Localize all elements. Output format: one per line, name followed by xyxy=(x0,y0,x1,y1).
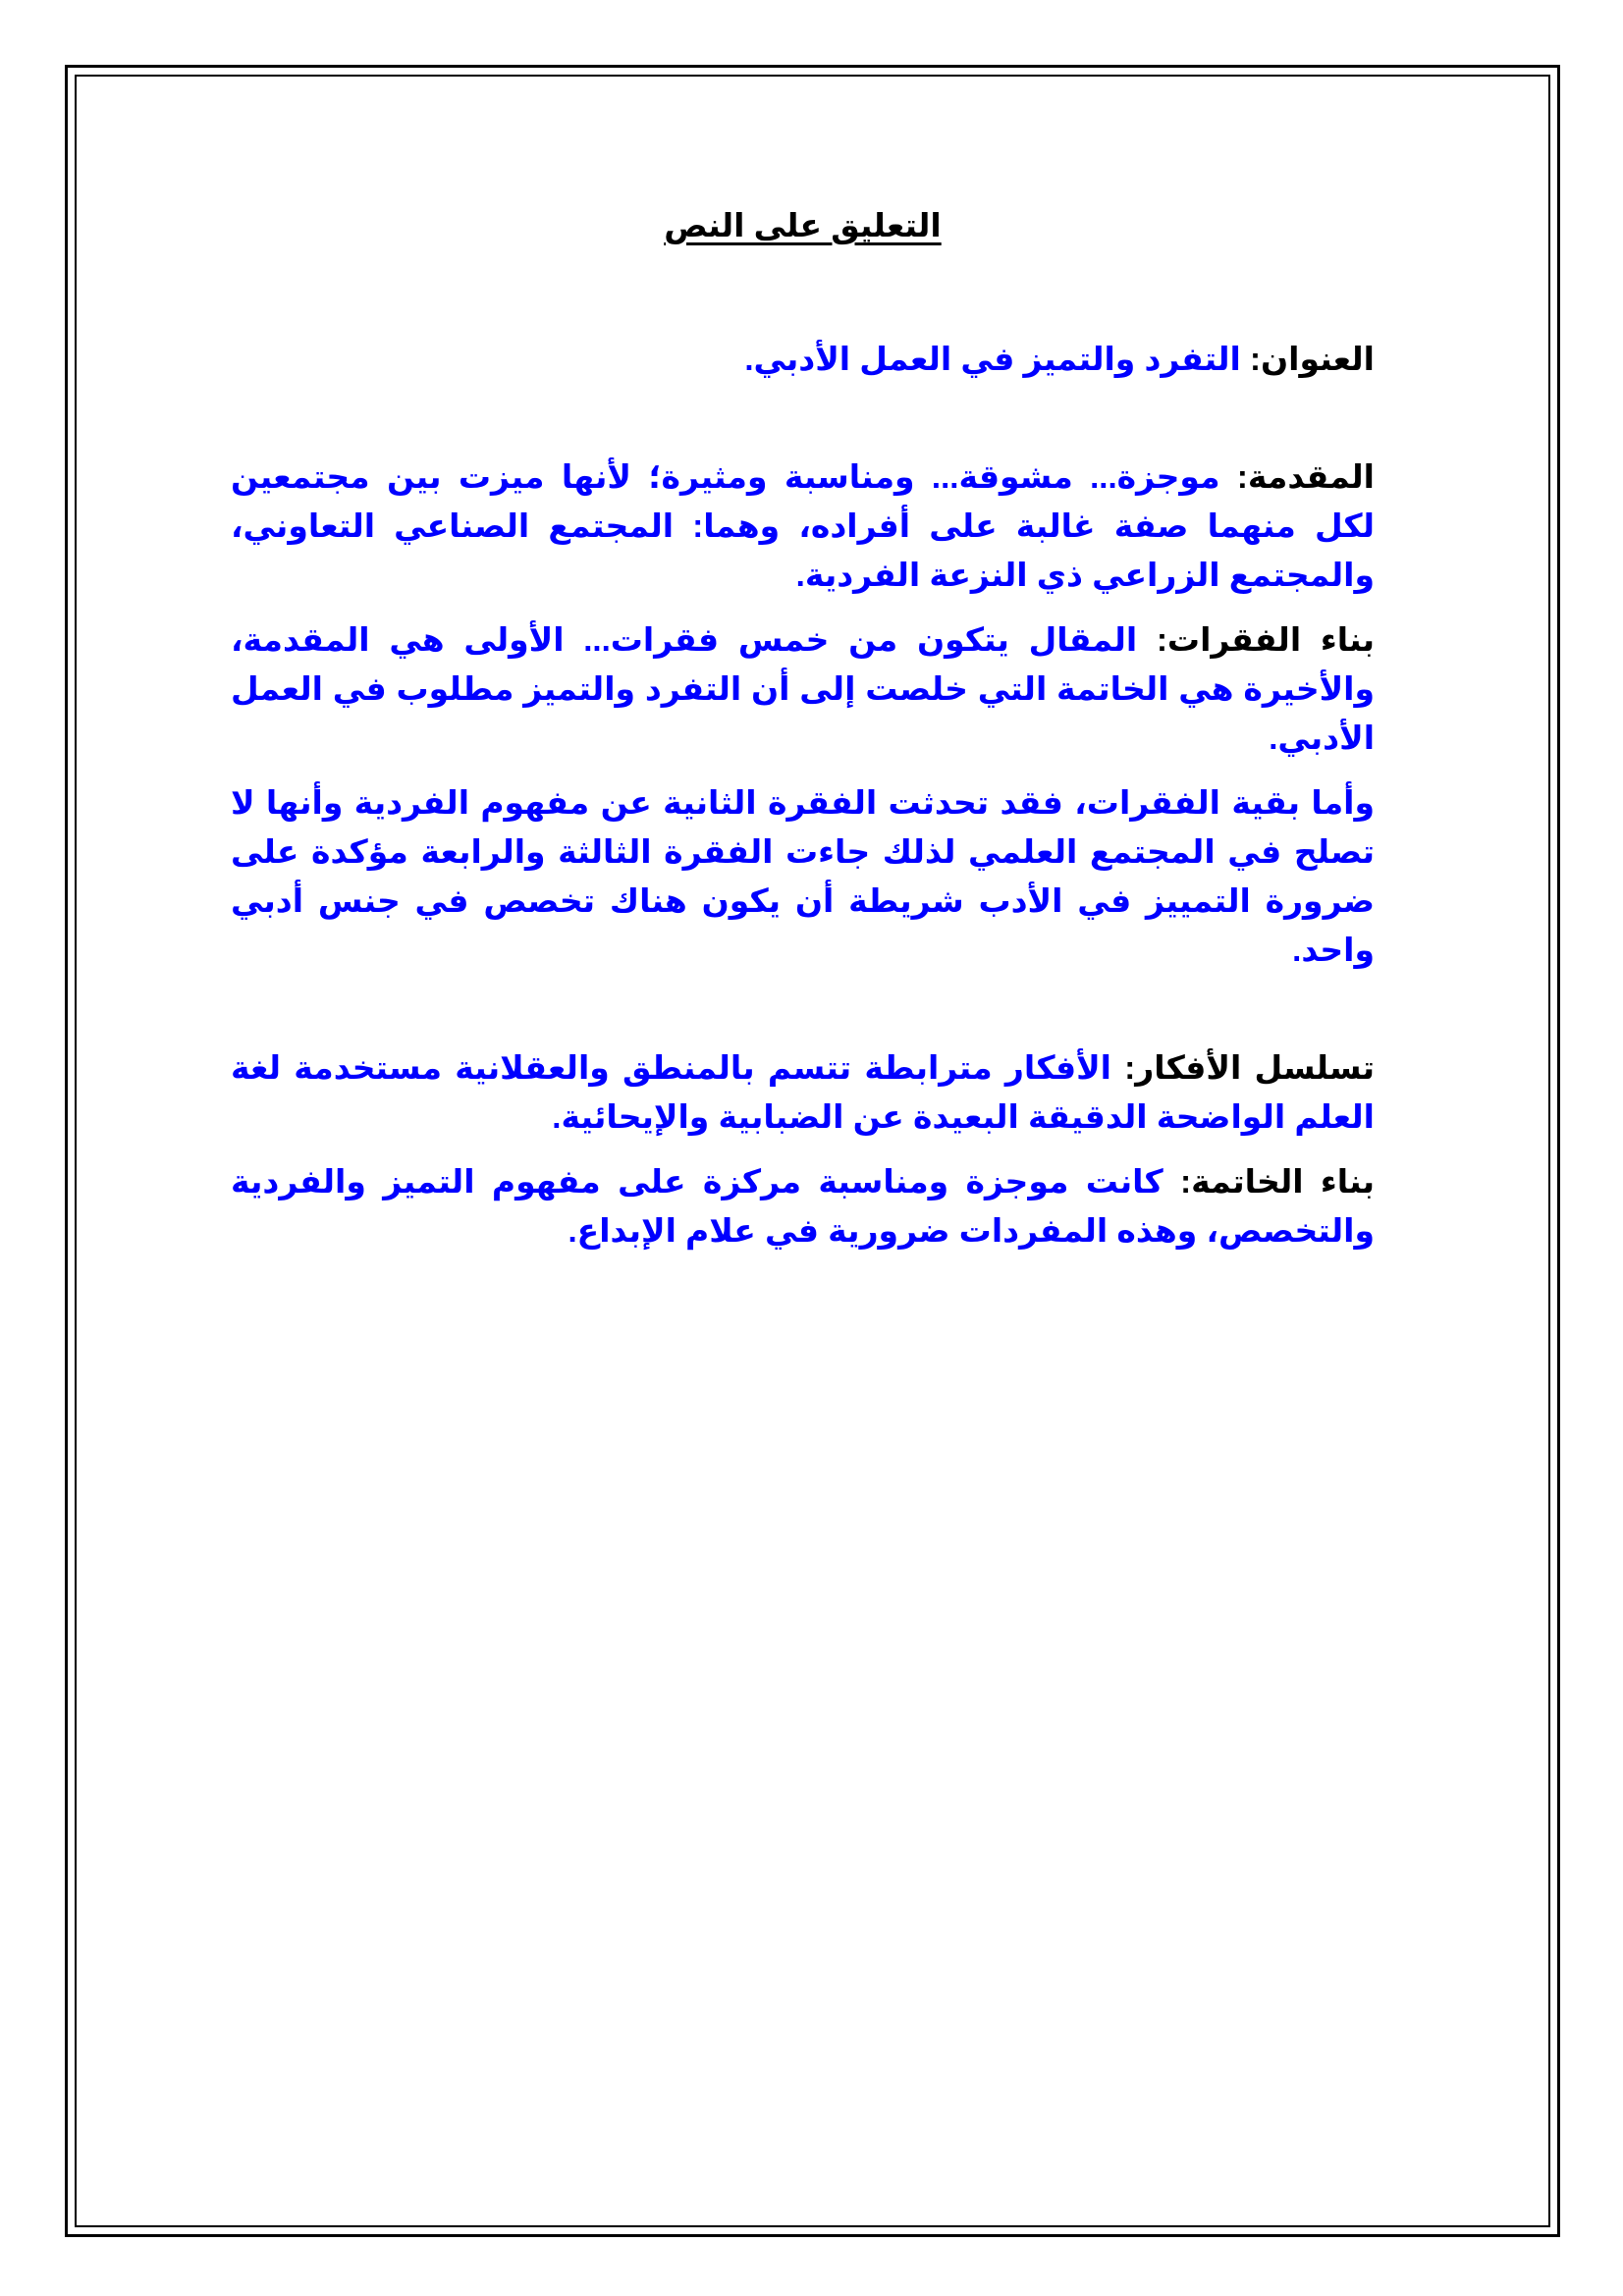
section-label: تسلسل الأفكار: xyxy=(1124,1049,1375,1086)
section-text: التفرد والتميز في العمل الأدبي. xyxy=(744,341,1241,377)
section-text: الأفكار مترابطة تتسم بالمنطق والعقلانية مستخدمة لغة العلم الواضحة الدقيقة البعيدة عن الضبابية والإيحائية. xyxy=(231,1049,1375,1135)
section-title-para xyxy=(231,335,1375,384)
section-label: بناء الخاتمة: xyxy=(1180,1163,1376,1200)
section-label: العنوان: xyxy=(1250,341,1375,377)
section-conclusion-para xyxy=(231,1157,1375,1255)
section-ideas-para xyxy=(231,1043,1375,1142)
document-title: التعليق على النص xyxy=(664,207,942,243)
document-body xyxy=(231,201,1375,1255)
section-text: وأما بقية الفقرات، فقد تحدثت الفقرة الثانية عن مفهوم الفردية وأنها لا تصلح في المجتمع العلمي لذلك جاءت الفقرة الثالثة والرابعة مؤكدة على ضرورة التمييز في الأدب شريطة أن يكون هناك تخصص في جنس أدبي واحد. xyxy=(231,784,1375,968)
section-rest-para xyxy=(231,778,1375,975)
section-text: موجزة... مشوقة... ومناسبة ومثيرة؛ لأنها ميزت بين مجتمعين لكل منهما صفة غالبة على أفراده، وهما: المجتمع الصناعي التعاوني، والمجتمع الزراعي ذي النزعة الفردية. xyxy=(231,458,1375,593)
section-paragraphs-para xyxy=(231,615,1375,763)
section-text: المقال يتكون من خمس فقرات... الأولى هي المقدمة، والأخيرة هي الخاتمة التي خلصت إلى أن التفرد والتميز مطلوب في العمل الأدبي. xyxy=(231,621,1375,756)
section-label: المقدمة: xyxy=(1236,458,1375,495)
section-intro-para xyxy=(231,453,1375,600)
section-label: بناء الفقرات: xyxy=(1156,621,1375,658)
section-text: كانت موجزة ومناسبة مركزة على مفهوم التميز والفردية والتخصص، وهذه المفردات ضرورية في علام الإبداع. xyxy=(231,1163,1375,1249)
